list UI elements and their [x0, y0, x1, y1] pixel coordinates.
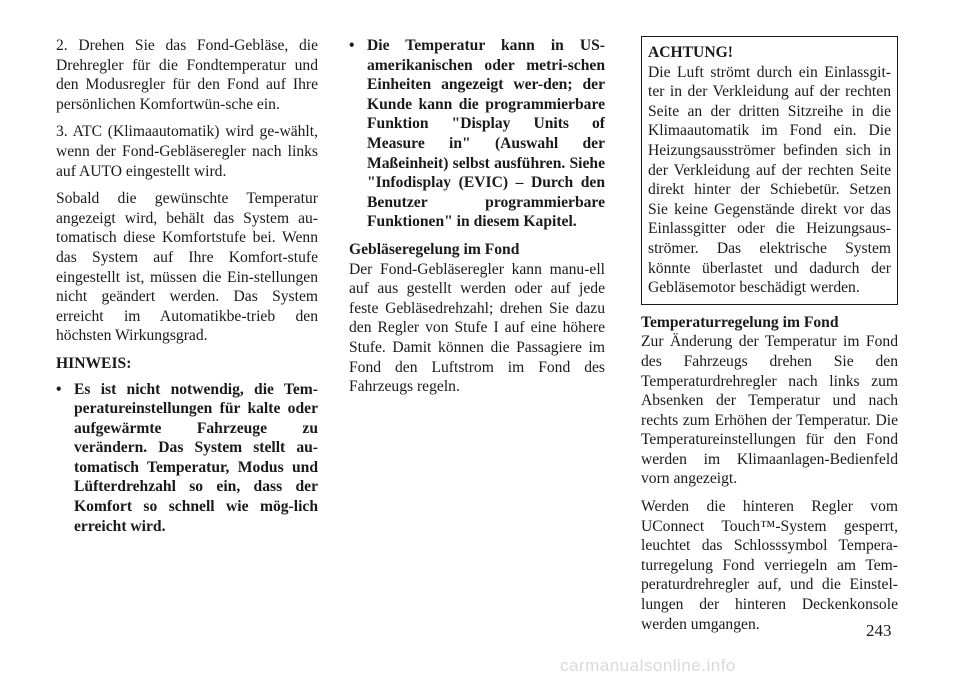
note-heading: HINWEIS:	[56, 354, 132, 372]
warning-box	[641, 36, 898, 305]
column-right	[641, 36, 898, 642]
rear-temperature-text: Zur Änderung der Temperatur im Fond des Fahrzeugs drehen Sie den Temperaturdrehregler nach links zum Absenken der Temperatur und nach rechts zum Erhöhen der Temperatur. Die Temperatureinstellungen für den Fond werden im Klimaanlagen-Bedienfeld vorn angezeigt.	[641, 333, 898, 488]
rear-temperature-heading: Temperaturregelung im Fond	[641, 313, 839, 331]
step-2-paragraph: 2. Drehen Sie das Fond-Gebläse, die Drehregler für die Fondtemperatur und den Modusregler für den Fond auf Ihre persönlichen Komfortwün-sche ein.	[56, 37, 318, 113]
units-bullet-text: Die Temperatur kann in US-amerikanischen oder metri-schen Einheiten angezeigt wer-den; der Kunde kann die programmierbare Funktion "Display Units of Measure in" (Auswahl der Maßeinheit) selbst ausführen. Siehe "Infodisplay (EVIC) – Durch den Benutzer programmierbare Funktionen" in diesem Kapitel.	[367, 37, 605, 231]
bullet-dot-icon: •	[349, 37, 355, 54]
page-number: 243	[866, 621, 892, 640]
lock-symbol-text: Werden die hinteren Regler vom UConnect Touch™-System gesperrt, leuchtet das Schlosssymbol Tempera-turregelung Fond verriegeln am Tem-peraturdrehregler auf, und die Einstel-lungen der hinteren Deckenkonsole werden umgangen.	[641, 498, 898, 633]
column-left	[56, 36, 318, 544]
automatic-mode-paragraph: Sobald die gewünschte Temperatur angezeigt wird, behält das System au-tomatisch diese Komfortstufe bei. Wenn das System auf Ihre Komfort-stufe eingestellt ist, müssen die Ein-stellungen nicht geändert werden. Das System erreicht im Automatikbe-trieb den höchsten Wirkungsgrad.	[56, 190, 318, 345]
note-bullet-text: Es ist nicht notwendig, die Tem-peratureinstellungen für kalte oder aufgewärmte Fahrzeuge zu verändern. Das System stellt au-tomatisch Temperatur, Modus und Lüfterdrehzahl so ein, dass der Komfort so schnell wie mög-lich erreicht wird.	[74, 380, 318, 535]
watermark: carmanualsonline.info	[560, 656, 736, 675]
column-middle	[349, 36, 605, 405]
warning-text: Die Luft strömt durch ein Einlassgit-ter in der Verkleidung auf der rechten Seite an der dritten Sitzreihe in die Klimaautomatik im Fond ein. Die Heizungsausströmer befinden sich in der Verkleidung auf der rechten Seite direkt hinter der Schiebetür. Setzen Sie keine Gegenstände direkt vor das Einlassgitter oder die Heizungsaus-strömer. Das elektrische System könnte überlastet und dadurch der Gebläsemotor beschädigt werden.	[648, 63, 891, 297]
bullet-dot-icon: •	[56, 380, 62, 398]
rear-blower-heading: Gebläseregelung im Fond	[349, 240, 520, 258]
units-bullet	[349, 36, 605, 232]
rear-blower-text: Der Fond-Gebläseregler kann manu-ell auf aus gestellt werden oder auf jede feste Gebläsedrehzahl; drehen Sie dazu den Regler von Stufe I auf eine höhere Stufe. Damit können die Passagiere im Fond den Luftstrom im Fond des Fahrzeugs regeln.	[349, 260, 605, 396]
step-3-paragraph: 3. ATC (Klimaautomatik) wird ge-wählt, wenn der Fond-Gebläseregler nach links auf AUTO eingestellt wird.	[56, 123, 318, 180]
note-bullet	[56, 380, 318, 537]
warning-title: ACHTUNG!	[648, 44, 733, 61]
